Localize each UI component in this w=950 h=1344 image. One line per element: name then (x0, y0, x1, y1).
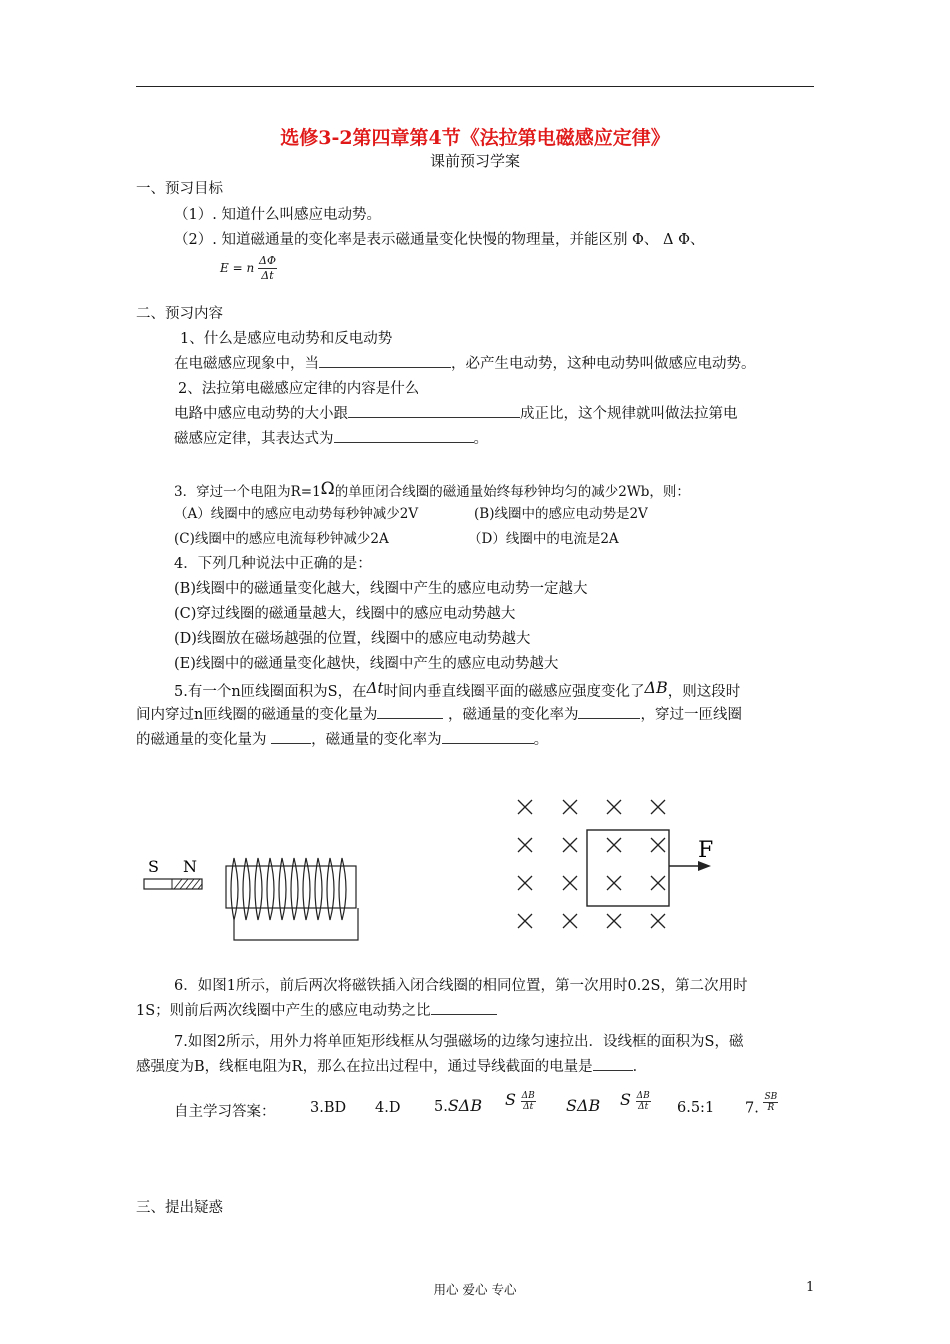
goal-1: （1）. 知道什么叫感应电动势。 (174, 207, 381, 223)
answer-5-rate-2 (620, 1090, 651, 1112)
field-crosses (518, 800, 665, 928)
q5-text-c: ，则这段时 (667, 684, 741, 700)
q3-option-d: （D）线圈中的电流是2A (468, 531, 619, 547)
q5-text-e: ，磁通量的变化率为 (447, 707, 579, 723)
q5-blank-4[interactable] (442, 729, 534, 744)
q1-line (174, 352, 756, 373)
q7-line1: 7.如图2所示，用外力将单匝矩形线框从匀强磁场的边缘匀速拉出．设线框的面积为S，磁 (174, 1034, 744, 1050)
q5-delta-t: Δt (366, 679, 384, 697)
answer-5 (434, 1096, 482, 1115)
page-number: 1 (806, 1280, 815, 1295)
magnet-n-hatch (174, 879, 202, 889)
q4-stem: 4．下列几种说法中正确的是： (174, 556, 372, 572)
q5-line3 (136, 728, 548, 749)
formula-fraction (258, 254, 277, 283)
rectangular-frame (587, 830, 669, 906)
formula-emf (220, 254, 277, 283)
q7-line2 (136, 1055, 647, 1076)
answers-label: 自主学习答案： (174, 1104, 276, 1120)
q7-text-b: ． (632, 1059, 648, 1075)
q1-blank[interactable] (319, 353, 451, 368)
answer-5-value-1: SΔB (447, 1096, 483, 1115)
answer-4: 4.D (375, 1100, 401, 1116)
q1-title: 1、什么是感应电动势和反电动势 (180, 331, 393, 347)
q5-line2 (136, 703, 742, 724)
q1-text-b: ，必产生电动势，这种电动势叫做感应电动势。 (451, 356, 756, 372)
section2-heading: 二、预习内容 (136, 306, 223, 322)
answer-7-fraction (763, 1092, 778, 1113)
section1-heading: 一、预习目标 (136, 181, 223, 197)
q6-line1: 6．如图1所示，前后两次将磁铁插入闭合线圈的相同位置，第一次用时0.2S，第二次用时 (174, 978, 748, 994)
q3-option-c: (C)线圈中的感应电流每秒钟减少2A (174, 531, 389, 547)
q2-text-d: 。 (473, 431, 488, 447)
q6-line2 (136, 999, 497, 1020)
answer-5-rate-den: Δt (523, 1101, 534, 1112)
q3-option-a: （A）线圈中的感应电动势每秒钟减少2V (174, 506, 419, 522)
q2-line2 (174, 427, 488, 448)
q5-text-h: ，磁通量的变化率为 (311, 732, 442, 748)
coil-windings (231, 858, 346, 920)
answer-7-prefix: 7. (745, 1100, 759, 1117)
q5-blank-1[interactable] (377, 704, 443, 719)
q6-text: 1S；则前后两次线圈中产生的感应电动势之比 (136, 1003, 431, 1019)
figure-2-magnetic-field (505, 790, 735, 940)
q5-blank-3[interactable] (271, 729, 311, 744)
formula-numerator: ΔΦ (259, 254, 276, 267)
q4-option-c: (C)穿过线圈的磁通量越大，线圈中的感应电动势越大 (174, 606, 516, 622)
q5-text-d: 间内穿过n匝线圈的磁通量的变化量为 (136, 707, 378, 723)
q5-text-a: 5.有一个n匝线圈面积为S，在 (174, 684, 367, 700)
answer-5-rate-2-num: ΔB (636, 1090, 650, 1101)
q6-blank[interactable] (431, 1000, 497, 1015)
answer-5-rate-2-s: S (620, 1090, 631, 1109)
q5-line1 (174, 678, 740, 701)
page-subtitle: 课前预习学案 (429, 152, 520, 170)
goal-2: （2）. 知道磁通量的变化率是表示磁通量变化快慢的物理量，并能区别 Φ、 Δ Φ、 (174, 232, 705, 248)
q2-text-c: 磁感应定律，其表达式为 (174, 431, 334, 447)
page-title: 选修3-2第四章第4节《法拉第电磁感应定律》 (280, 127, 670, 149)
answer-5-rate (505, 1090, 536, 1112)
ohm-symbol: Ω (320, 479, 335, 499)
answer-7-den: R (767, 1103, 775, 1113)
q2-title: 2、法拉第电磁感应定律的内容是什么 (178, 381, 420, 397)
answer-5-rate-fraction (521, 1091, 536, 1112)
answer-7-num: SB (764, 1092, 778, 1102)
answer-5-prefix: 5. (434, 1099, 448, 1115)
q7-text-a: 感强度为B，线框电阻为R，那么在拉出过程中，通过导线截面的电量是 (136, 1059, 593, 1075)
magnet-n-label: N (183, 857, 197, 876)
answer-5-rate-s: S (505, 1090, 516, 1109)
q2-text-a: 电路中感应电动势的大小跟 (174, 406, 348, 422)
q4-option-b: (B)线圈中的磁通量变化越大，线圈中产生的感应电动势一定越大 (174, 581, 588, 597)
answer-6: 6.5:1 (677, 1100, 715, 1116)
force-label: F (698, 838, 714, 863)
q5-text-i: 。 (533, 732, 549, 748)
answer-5-rate-2-den: Δt (638, 1101, 649, 1112)
answer-3: 3.BD (310, 1100, 347, 1116)
answer-5-value-3 (566, 1096, 600, 1115)
q7-blank[interactable] (593, 1056, 633, 1071)
magnet-s-label: S (148, 857, 159, 876)
answer-5-value-3-text: SΔB (566, 1096, 601, 1115)
formula-denominator: Δt (261, 269, 274, 282)
q5-blank-2[interactable] (578, 704, 640, 719)
section3-heading: 三、提出疑惑 (136, 1200, 223, 1216)
q4-option-e: (E)线圈中的磁通量变化越快，线圈中产生的感应电动势越大 (174, 656, 559, 672)
q2-text-b: 成正比，这个规律就叫做法拉第电 (520, 406, 738, 422)
footer-slogan: 用心 爱心 专心 (433, 1282, 517, 1297)
q2-blank-1[interactable] (348, 403, 520, 418)
q2-blank-2[interactable] (334, 428, 474, 443)
q2-line1 (174, 402, 738, 423)
q5-text-f: ，穿过一匝线圈 (640, 707, 742, 723)
q3-option-b: (B)线圈中的感应电动势是2V (474, 506, 648, 522)
q3-stem-b: 的单匝闭合线圈的磁通量始终每秒钟均匀的减少2Wb，则： (334, 484, 690, 500)
figure-1-magnet-coil (136, 840, 376, 945)
header-rule (136, 86, 814, 87)
q5-delta-b: ΔB (644, 678, 668, 697)
q3-stem (174, 479, 690, 500)
q1-text-a: 在电磁感应现象中，当 (174, 356, 319, 372)
answer-5-rate-2-fraction (636, 1091, 651, 1112)
q3-stem-a: 3．穿过一个电阻为R=1 (174, 484, 321, 500)
q5-text-b: 时间内垂直线圈平面的磁感应强度变化了 (383, 684, 645, 700)
answer-7 (745, 1092, 778, 1117)
q4-option-d: (D)线圈放在磁场越强的位置，线圈中的感应电动势越大 (174, 631, 531, 647)
q5-text-g: 的磁通量的变化量为 (136, 732, 267, 748)
answer-5-rate-num: ΔB (521, 1090, 535, 1101)
formula-lhs: E = n (220, 261, 255, 275)
